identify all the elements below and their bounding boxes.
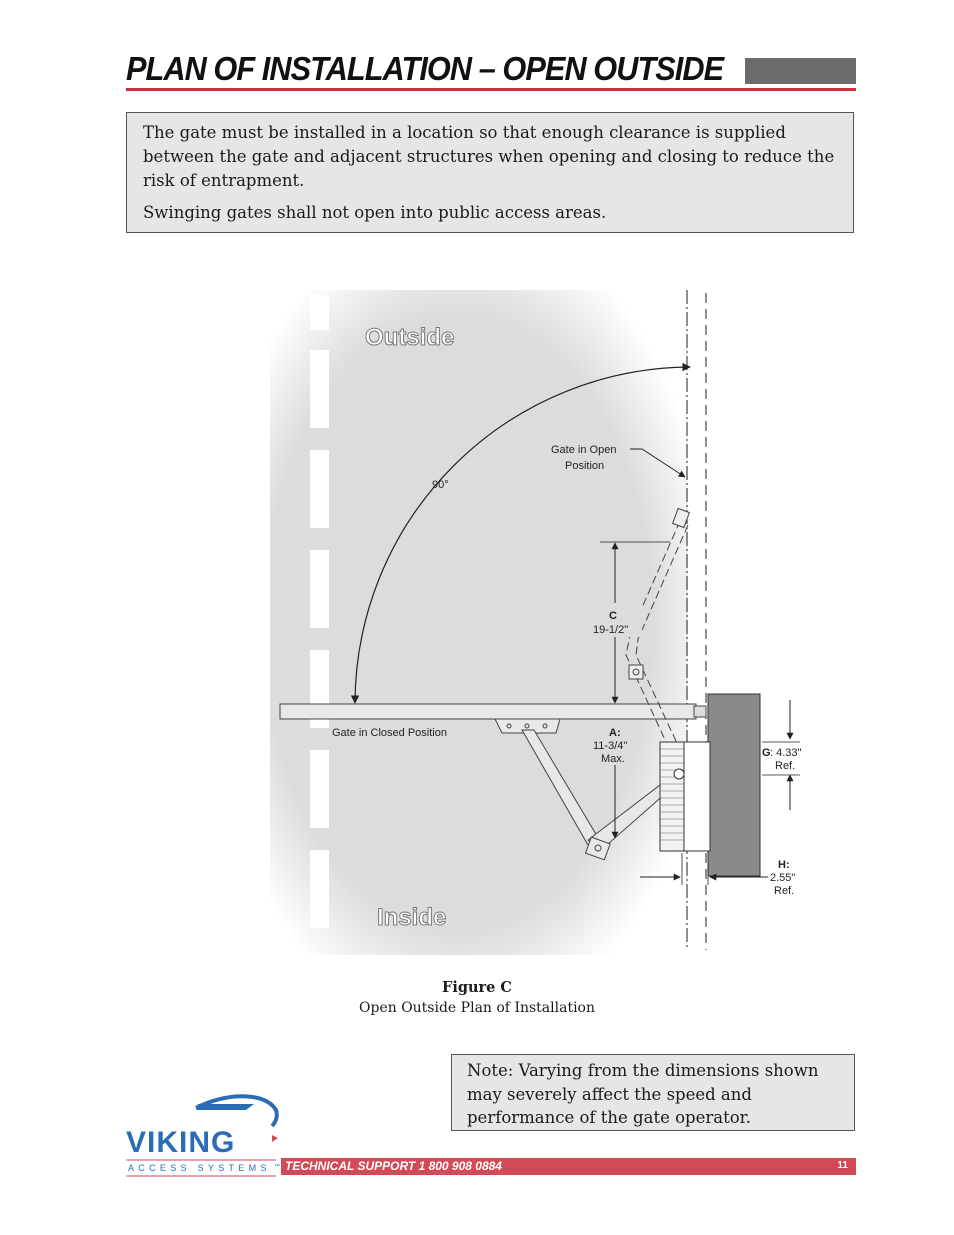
dim-c-value: 19-1/2" — [593, 624, 629, 636]
operator-gearbox — [660, 742, 684, 851]
dim-h-key: H: — [778, 859, 790, 871]
note-text: Note: Varying from the dimensions shown may severely affect the speed and performance of the gate operator. — [467, 1061, 819, 1127]
installation-diagram — [270, 285, 870, 955]
dim-c-key: C — [609, 610, 617, 622]
dim-a-note: Max. — [601, 753, 625, 765]
open-position-label-2: Position — [565, 460, 605, 472]
dim-g-key: G — [762, 747, 771, 759]
page-title: PLAN OF INSTALLATION – OPEN OUTSIDE — [126, 50, 724, 87]
page-number: 11 — [837, 1160, 848, 1171]
warning-paragraph-1: The gate must be installed in a location so that enough clearance is supplied between the gate and adjacent structures when opening and closing to reduce the risk of entrapment. — [143, 123, 835, 190]
logo-brand: VIKING — [126, 1126, 236, 1159]
angle-label: 90° — [432, 479, 449, 491]
dim-h-value: 2.55" — [770, 872, 796, 884]
inside-label: Inside — [377, 904, 447, 931]
dim-g-note: Ref. — [775, 760, 796, 772]
figure-label: Figure C — [442, 979, 512, 996]
dim-a-value: 11-3/4" — [593, 740, 628, 752]
dim-a-key: A: — [609, 727, 621, 739]
note-box — [451, 1054, 855, 1131]
support-phone: TECHNICAL SUPPORT 1 800 908 0884 — [285, 1159, 502, 1173]
footer-bar — [281, 1158, 856, 1175]
operator-shaft — [674, 769, 684, 779]
logo-trademark: ™ — [274, 1164, 280, 1170]
closed-position-label: Gate in Closed Position — [332, 727, 447, 739]
closed-gate — [280, 704, 696, 719]
dim-h-note: Ref. — [774, 885, 795, 897]
hinge — [694, 706, 706, 717]
outside-label: Outside — [365, 324, 455, 351]
title-rule — [126, 88, 856, 91]
open-position-label-1: Gate in Open — [551, 444, 617, 456]
logo-tagline: ACCESS SYSTEMS — [128, 1163, 271, 1173]
operator-mount — [682, 742, 710, 851]
title-decoration-bar — [745, 58, 856, 84]
figure-caption: Open Outside Plan of Installation — [359, 1000, 595, 1016]
viking-logo — [126, 1080, 286, 1180]
dim-g-value: : 4.33" — [770, 747, 802, 759]
warning-paragraph-2: Swinging gates shall not open into public access areas. — [143, 203, 607, 222]
operator-housing — [708, 694, 760, 876]
warning-box — [126, 112, 854, 233]
